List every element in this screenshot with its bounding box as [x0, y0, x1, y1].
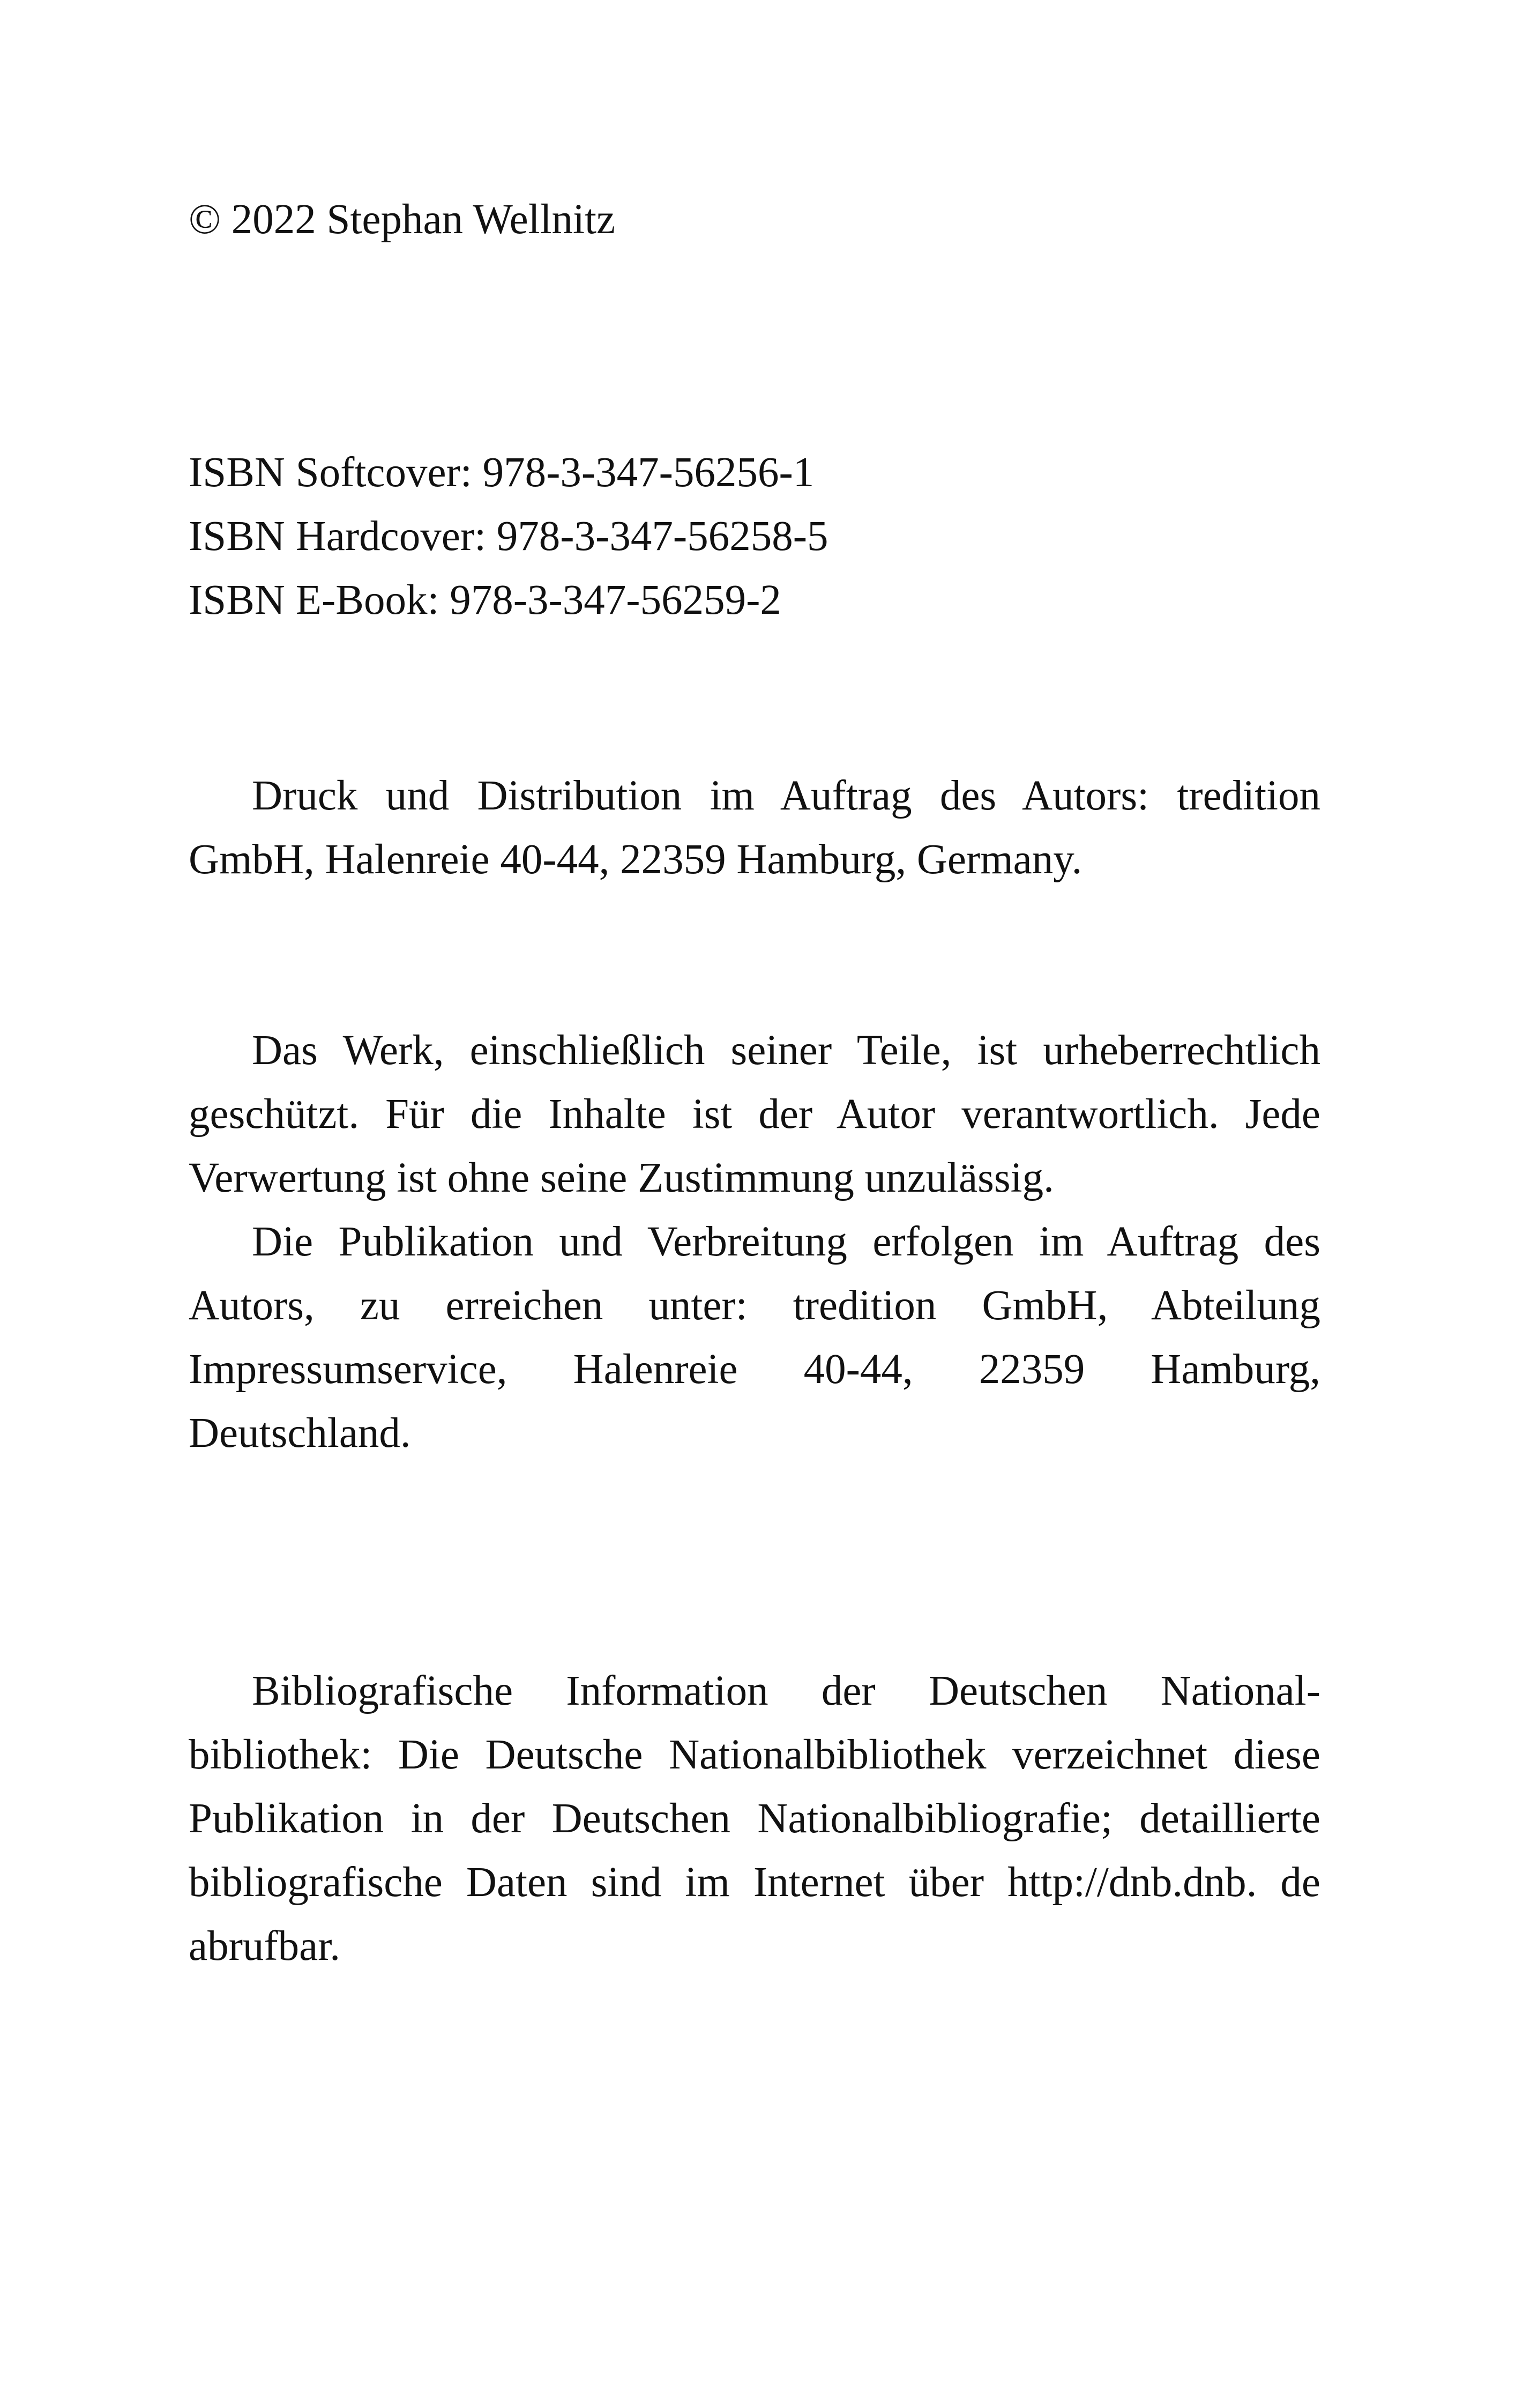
publication-paragraph: Die Publikation und Verbreitung erfolgen im Auftrag des Autors, zu erreichen unter: tredition GmbH, Abteilung Impressumservice, Halenreie 40-44, 22359 Hamburg, Deutschland.	[189, 1218, 1320, 1456]
isbn-hardcover: ISBN Hardcover: 978-3-347-56258-5	[189, 513, 828, 560]
isbn-ebook: ISBN E-Book: 978-3-347-56259-2	[189, 577, 781, 623]
print-distribution-section	[189, 764, 1320, 891]
isbn-softcover: ISBN Softcover: 978-3-347-56256-1	[189, 449, 815, 496]
print-distribution-paragraph: Druck und Distribution im Auftrag des Autors: tredition GmbH, Halenreie 40-44, 22359 Hamburg, Germany.	[189, 772, 1320, 883]
bibliographic-info-section	[189, 1659, 1320, 1978]
isbn-list	[189, 441, 1320, 632]
bibliographic-info-paragraph: Bibliografische Information der Deutschen National-bibliothek: Die Deutsche Nationalbibliothek verzeichnet diese Publikation in der Deutschen Nationalbibliografie; detaillierte bibliografische Daten sind im Internet über http://dnb.dnb. de abrufbar.	[189, 1668, 1320, 1969]
rights-section	[189, 1019, 1320, 1465]
copyright-line: © 2022 Stephan Wellnitz	[189, 196, 616, 243]
copyright-protection-paragraph: Das Werk, einschließlich seiner Teile, ist urheberrechtlich geschützt. Für die Inhalte ist der Autor verantwortlich. Jede Verwertung ist ohne seine Zustimmung unzulässig.	[189, 1027, 1320, 1201]
copyright-notice	[189, 188, 1320, 251]
